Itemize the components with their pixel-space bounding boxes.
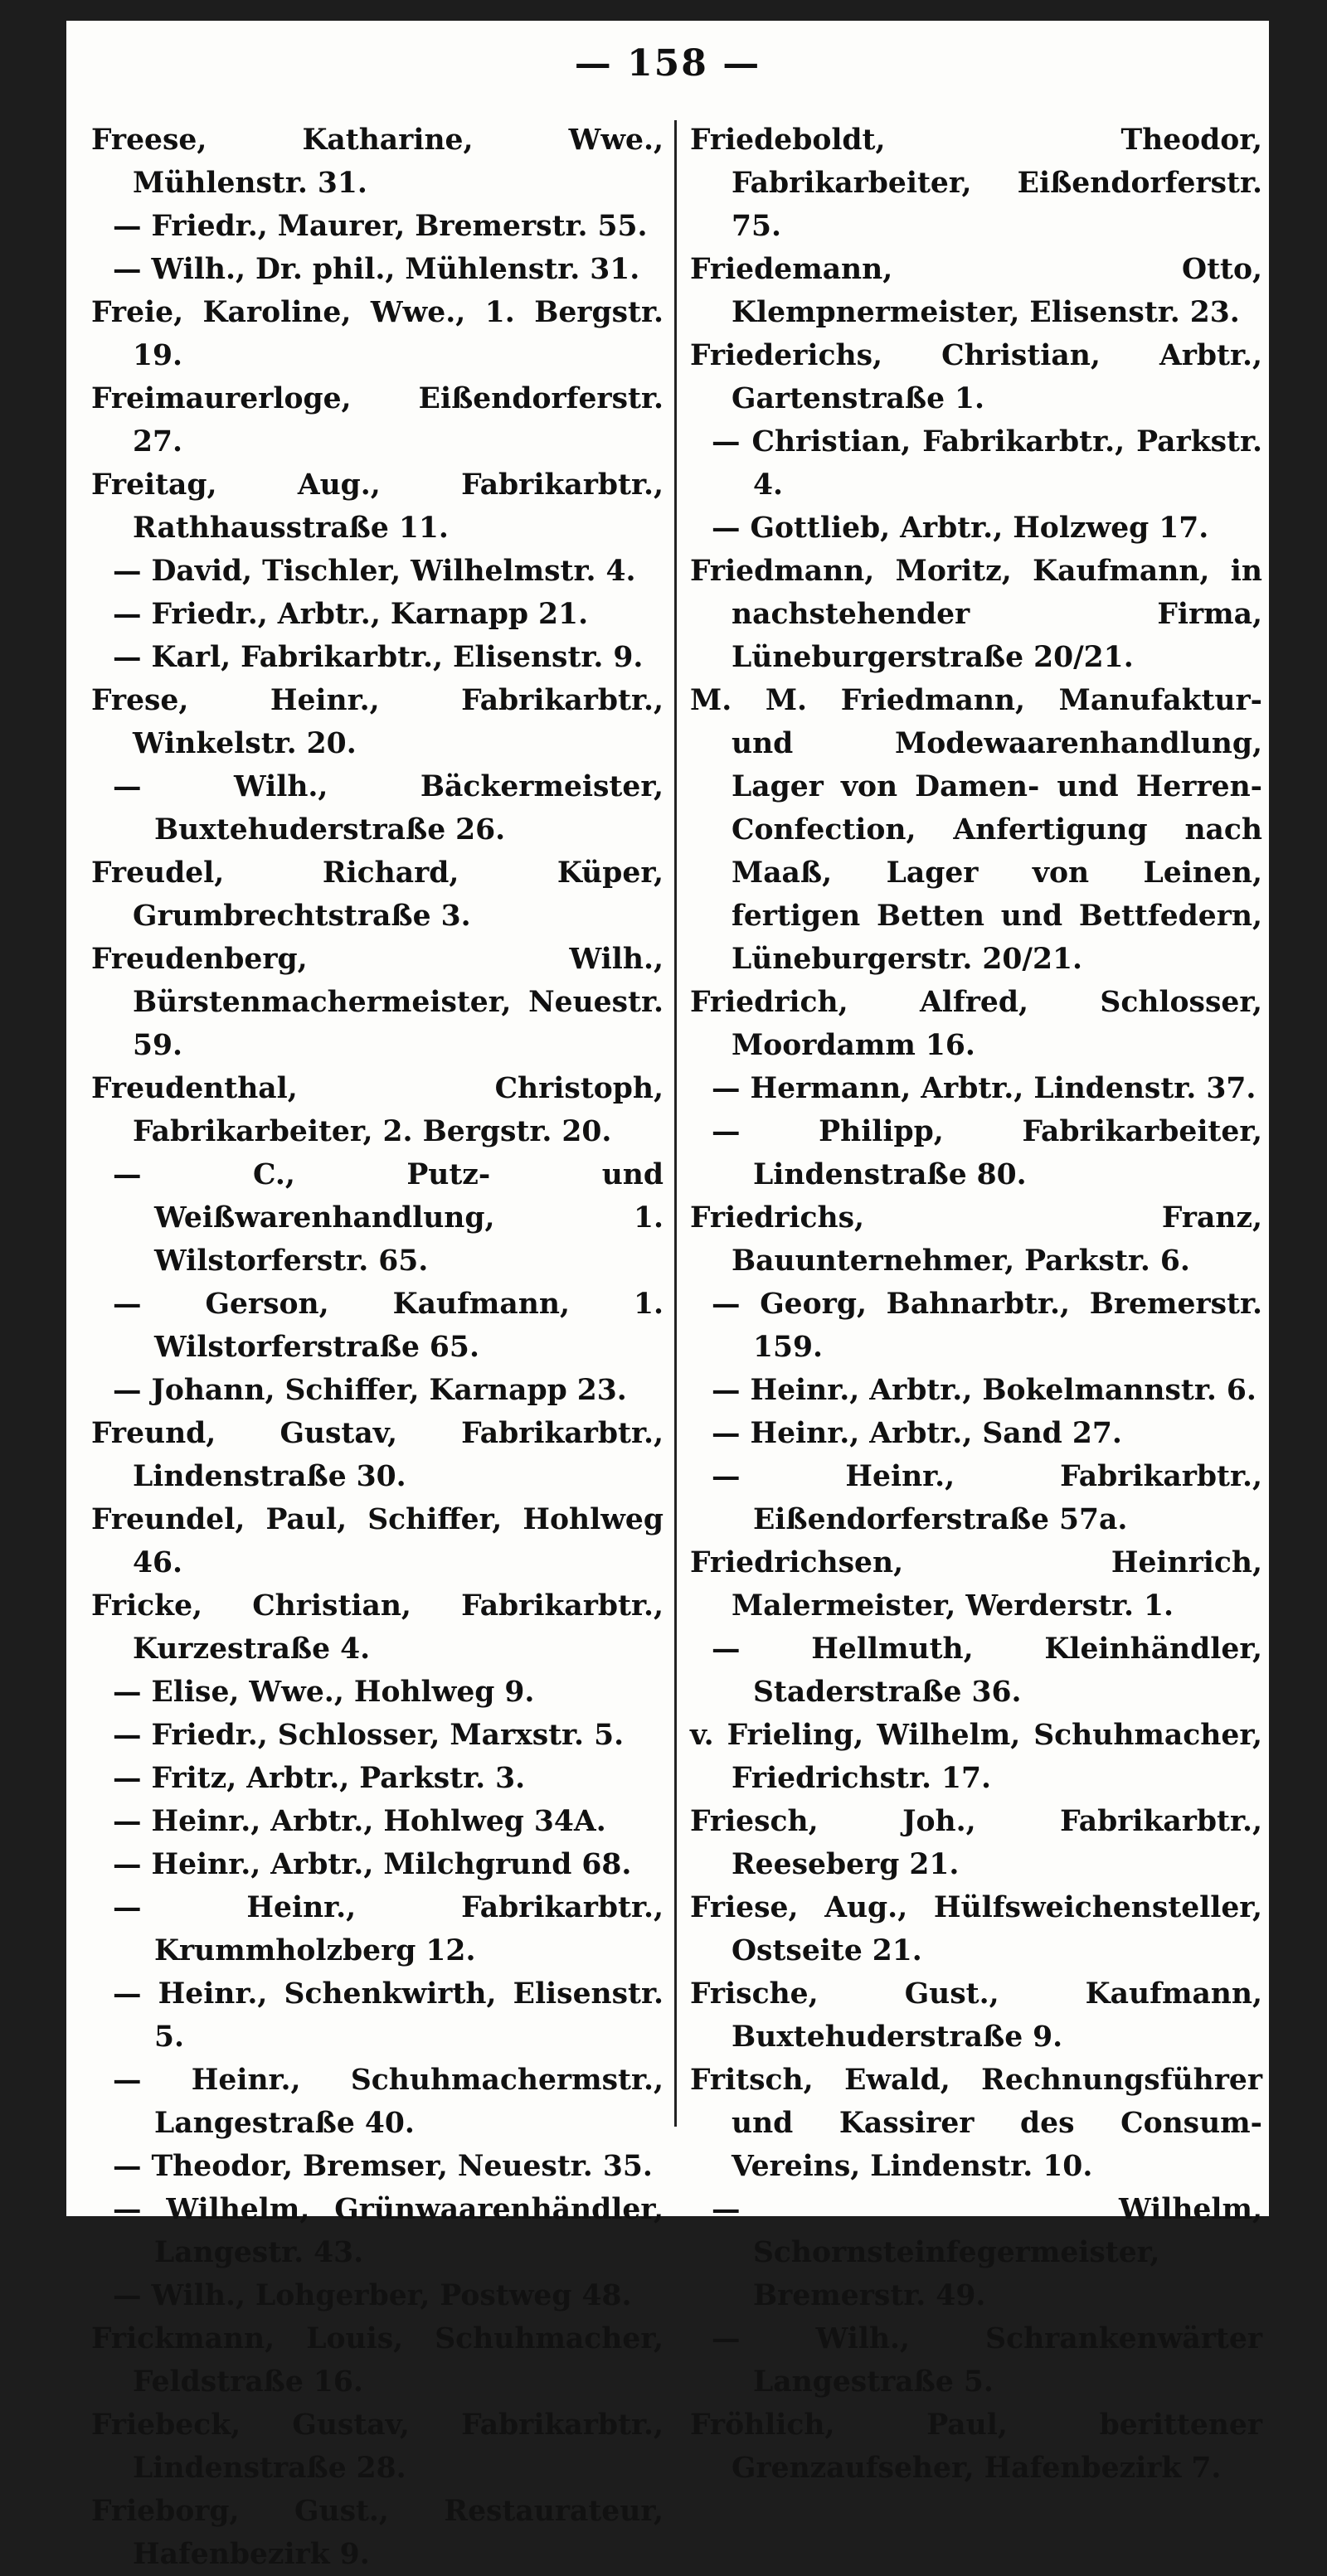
directory-entry: — Johann, Schiffer, Karnapp 23. — [113, 1374, 627, 1407]
right-column — [690, 119, 1262, 2490]
directory-entry: — Karl, Fabrikarbtr., Elisenstr. 9. — [113, 641, 644, 674]
directory-entry: Frickmann, Louis, Schuhmacher, Feldstraße 16. — [91, 2322, 664, 2399]
directory-entry: — Wilhelm, Grünwaarenhändler, Langestr. 43. — [113, 2193, 664, 2269]
directory-entry: Freundel, Paul, Schiffer, Hohlweg 46. — [91, 1503, 664, 1579]
directory-entry: — Friedr., Schlosser, Marxstr. 5. — [113, 1719, 625, 1752]
directory-entry: — Gottlieb, Arbtr., Holzweg 17. — [712, 512, 1209, 545]
directory-entry: Friedmann, Moritz, Kaufmann, in nachstehender Firma, Lüneburgerstraße 20/21. — [690, 555, 1262, 674]
directory-entry: — Heinr., Schuhmachermstr., Langestraße 40. — [113, 2064, 664, 2140]
directory-entry: Freitag, Aug., Fabrikarbtr., Rathhausstraße 11. — [91, 468, 664, 545]
directory-page — [66, 21, 1269, 2571]
directory-entry: — David, Tischler, Wilhelmstr. 4. — [113, 555, 636, 588]
directory-entry: — Heinr., Arbtr., Hohlweg 34A. — [113, 1805, 606, 1838]
page-number: — 158 — — [574, 42, 761, 85]
column-divider — [674, 120, 677, 2127]
directory-entry: Freudel, Richard, Küper, Grumbrechtstraße 3. — [91, 856, 664, 933]
directory-entry: — Christian, Fabrikarbtr., Parkstr. 4. — [712, 425, 1262, 502]
directory-entry: — Wilh., Lohgerber, Postweg 48. — [113, 2279, 632, 2312]
directory-entry: Friedeboldt, Theodor, Fabrikarbeiter, Eißendorferstr. 75. — [690, 124, 1262, 243]
directory-entry: — Fritz, Arbtr., Parkstr. 3. — [113, 1762, 526, 1795]
directory-entry: Frieborg, Gust., Restaurateur, Hafenbezirk 9. — [91, 2495, 664, 2571]
directory-entry: — Heinr., Arbtr., Sand 27. — [712, 1417, 1122, 1450]
directory-entry: — Hellmuth, Kleinhändler, Staderstraße 36. — [712, 1632, 1262, 1709]
directory-entry: Freimaurerloge, Eißendorferstr. 27. — [91, 382, 664, 458]
directory-entry: Friesch, Joh., Fabrikarbtr., Reeseberg 21. — [690, 1805, 1262, 1881]
directory-entry: Fricke, Christian, Fabrikarbtr., Kurzestraße 4. — [91, 1589, 664, 1666]
directory-entry: Friese, Aug., Hülfsweichensteller, Ostseite 21. — [690, 1891, 1262, 1967]
directory-entry: Friedrich, Alfred, Schlosser, Moordamm 16. — [690, 986, 1262, 1062]
directory-entry: — Heinr., Fabrikarbtr., Krummholzberg 12. — [113, 1891, 664, 1967]
directory-entry: Friedrichs, Franz, Bauunternehmer, Parkstr. 6. — [690, 1201, 1262, 1278]
directory-entry: Freie, Karoline, Wwe., 1. Bergstr. 19. — [91, 296, 664, 372]
directory-entry: — Hermann, Arbtr., Lindenstr. 37. — [712, 1072, 1257, 1105]
directory-entry: Freese, Katharine, Wwe., Mühlenstr. 31. — [91, 124, 664, 200]
directory-entry: — Heinr., Fabrikarbtr., Eißendorferstraße 57a. — [712, 1460, 1262, 1536]
directory-entry: — Georg, Bahnarbtr., Bremerstr. 159. — [712, 1288, 1262, 1364]
directory-entry: Fritsch, Ewald, Rechnungsführer und Kassirer des Consum-Vereins, Lindenstr. 10. — [690, 2064, 1262, 2183]
directory-entry: Freudenthal, Christoph, Fabrikarbeiter, 2. Bergstr. 20. — [91, 1072, 664, 1148]
left-column — [91, 119, 664, 2576]
directory-entry: — Gerson, Kaufmann, 1. Wilstorferstraße 65. — [113, 1288, 664, 1364]
directory-entry: — Elise, Wwe., Hohlweg 9. — [113, 1676, 535, 1709]
directory-entry: — Friedr., Maurer, Bremerstr. 55. — [113, 210, 648, 243]
directory-entry: — Heinr., Schenkwirth, Elisenstr. 5. — [113, 1977, 664, 2054]
directory-entry: — Friedr., Arbtr., Karnapp 21. — [113, 598, 589, 631]
directory-entry: — Heinr., Arbtr., Milchgrund 68. — [113, 1848, 632, 1881]
directory-entry: Frische, Gust., Kaufmann, Buxtehuderstraße 9. — [690, 1977, 1262, 2054]
directory-entry: Friederichs, Christian, Arbtr., Gartenstraße 1. — [690, 339, 1262, 415]
directory-entry: — Philipp, Fabrikarbeiter, Lindenstraße 80. — [712, 1115, 1262, 1191]
directory-entry: Freund, Gustav, Fabrikarbtr., Lindenstraße 30. — [91, 1417, 664, 1493]
directory-entry: — Theodor, Bremser, Neuestr. 35. — [113, 2150, 653, 2183]
directory-entry: — Wilh., Bäckermeister, Buxtehuderstraße 26. — [113, 770, 664, 847]
directory-entry: — Heinr., Arbtr., Bokelmannstr. 6. — [712, 1374, 1257, 1407]
directory-entry: M. M. Friedmann, Manufaktur- und Modewaarenhandlung, Lager von Damen- und Herren-Confection, Anfertigung nach Maaß, Lager von Leinen, fertigen Betten und Bettfedern, Lüneburgerstr. 20/21. — [690, 684, 1262, 976]
directory-entry: Frese, Heinr., Fabrikarbtr., Winkelstr. 20. — [91, 684, 664, 760]
directory-entry: — Wilhelm, Schornsteinfegermeister, Bremerstr. 49. — [712, 2193, 1262, 2312]
directory-entry: Friedemann, Otto, Klempnermeister, Elisenstr. 23. — [690, 253, 1262, 329]
directory-entry: — Wilh., Dr. phil., Mühlenstr. 31. — [113, 253, 640, 286]
directory-entry: Fröhlich, Paul, berittener Grenzaufseher, Hafenbezirk 7. — [690, 2409, 1262, 2485]
directory-entry: Freudenberg, Wilh., Bürstenmachermeister, Neuestr. 59. — [91, 943, 664, 1062]
directory-entry: — C., Putz- und Weißwarenhandlung, 1. Wilstorferstr. 65. — [113, 1158, 664, 1278]
directory-entry: v. Frieling, Wilhelm, Schuhmacher, Friedrichstr. 17. — [690, 1719, 1262, 1795]
directory-entry: Friebeck, Gustav, Fabrikarbtr., Lindenstraße 28. — [91, 2409, 664, 2485]
directory-entry: — Wilh., Schrankenwärter Langestraße 5. — [712, 2322, 1262, 2399]
directory-entry: Friedrichsen, Heinrich, Malermeister, Werderstr. 1. — [690, 1546, 1262, 1623]
